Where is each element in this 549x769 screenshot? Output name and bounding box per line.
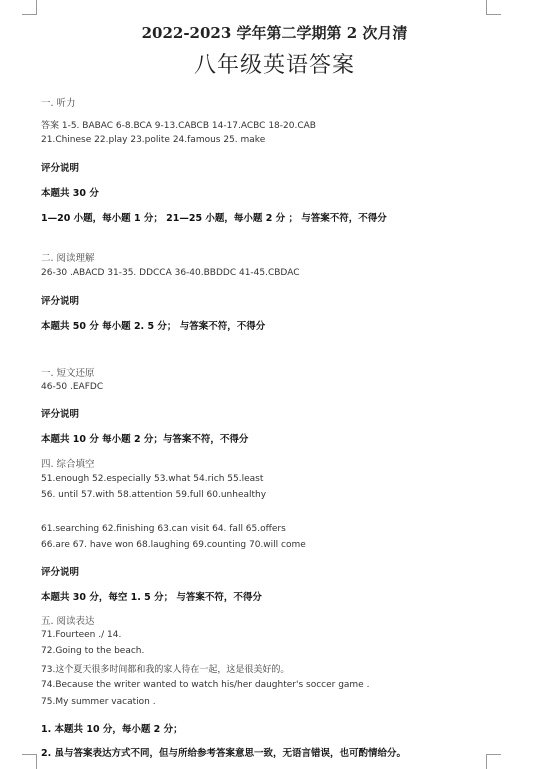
expression-rule-2: 2. 虽与答案表达方式不同，但与所给参考答案意思一致，无语言错误，也可酌情给分。 xyxy=(41,748,407,759)
passage-note-label: 评分说明 xyxy=(41,409,80,420)
section-heading-cloze: 四. 综合填空 xyxy=(41,459,95,470)
expression-rule-1: 1. 本题共 10 分，每小题 2 分； xyxy=(41,724,183,735)
answer-71: 71.Fourteen ./ 14. xyxy=(41,630,122,640)
listening-answers-line-1: 答案 1-5. BABAC 6-8.BCA 9-13.CABCB 14-17.ACBC 18-20.CAB xyxy=(41,121,316,131)
passage-score-rule: 本题共 10 分 每小题 2 分；与答案不符，不得分 xyxy=(41,434,249,445)
cloze-answers-line-1: 51.enough 52.especially 53.what 54.rich 55.least xyxy=(41,474,264,484)
cloze-note-label: 评分说明 xyxy=(41,567,80,578)
reading-answers: 26-30 .ABACD 31-35. DDCCA 36-40.BBDDC 41-45.CBDAC xyxy=(41,268,300,278)
answer-74: 74.Because the writer wanted to watch his/her daughter's soccer game . xyxy=(41,680,370,690)
listening-score-total: 本题共 30 分 xyxy=(41,188,99,199)
answer-73: 73.这个夏天很多时间都和我的家人待在一起，这是很美好的。 xyxy=(41,665,290,675)
crop-mark-top-right xyxy=(486,0,501,15)
reading-note-label: 评分说明 xyxy=(41,296,80,307)
reading-score-rule: 本题共 50 分 每小题 2. 5 分； 与答案不符，不得分 xyxy=(41,321,266,332)
section-heading-listening: 一. 听力 xyxy=(41,98,76,109)
section-heading-expression: 五. 阅读表达 xyxy=(41,616,95,627)
crop-mark-top-left xyxy=(22,0,37,15)
answer-75: 75.My summer vacation . xyxy=(41,697,156,707)
section-heading-passage: 一. 短文还原 xyxy=(41,368,95,379)
cloze-answers-line-2: 56. until 57.with 58.attention 59.full 60.unhealthy xyxy=(41,490,267,500)
listening-score-rule: 1—20 小题，每小题 1 分； 21—25 小题，每小题 2 分 ； 与答案不符，不得分 xyxy=(41,213,387,224)
document-title: 2022-2023 学年第二学期第 2 次月清 xyxy=(141,24,408,42)
crop-mark-bottom-right xyxy=(486,754,501,769)
crop-mark-bottom-left xyxy=(22,754,37,769)
listening-answers-line-2: 21.Chinese 22.play 23.polite 24.famous 25. make xyxy=(41,135,266,145)
listening-note-label: 评分说明 xyxy=(41,163,80,174)
cloze-score-rule: 本题共 30 分，每空 1. 5 分； 与答案不符，不得分 xyxy=(41,592,262,603)
document-subtitle: 八年级英语答案 xyxy=(193,53,355,78)
section-heading-reading: 二. 阅读理解 xyxy=(41,253,95,264)
cloze-answers-line-3: 61.searching 62.finishing 63.can visit 64. fall 65.offers xyxy=(41,524,286,534)
answer-72: 72.Going to the beach. xyxy=(41,646,145,656)
passage-answers: 46-50 .EAFDC xyxy=(41,382,104,392)
cloze-answers-line-4: 66.are 67. have won 68.laughing 69.counting 70.will come xyxy=(41,540,306,550)
